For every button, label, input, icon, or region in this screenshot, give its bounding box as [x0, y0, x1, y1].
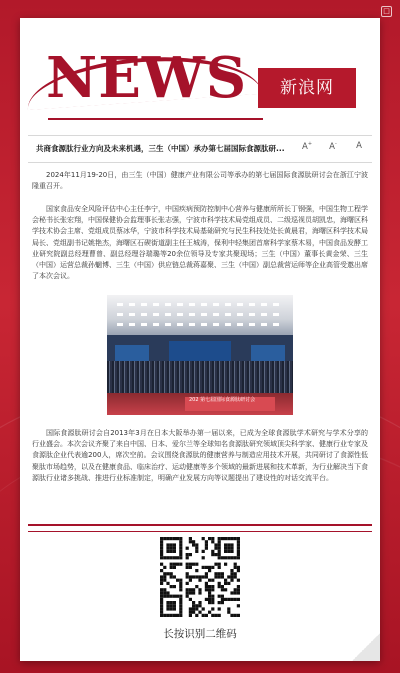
qr-code-icon[interactable] [156, 533, 244, 621]
article-paragraph: 国家食品安全风险评估中心主任李宁，中国疾病预防控制中心营养与健康所所长丁钢强，中国生物工程学会秘书长张宏翔，中国保健协会监理事长张志强，宁波市科学技术局党组成员、二级巡视员胡凯忠，海曙区科学技术协会主席、党组成员蔡冰华，宁波市科学技术局基础研究与民生科技处处长黄晨君，海曙区科学技术局局长、党组副书记姚艳杰，海曙区石碶街道副主任王城涛，保利中轻集团首席科学家蔡木易，中国食品发酵工业研究院副总经理曹曾、副总经理谷瑞璐等20余位领导及专家共聚现场；三生（中国）董事长黄金荣、三生（中国）运营总裁孙魍博、三生（中国）供应链总裁蒋嘉聚、三生（中国）副总裁营运师等企业高管受邀出席了本次会议。 [32, 205, 368, 281]
font-tools [300, 141, 366, 152]
article-paragraph: 2024年11月19-20日，由三生（中国）健康产业有限公司等承办的第七届国际食源肽研讨会在浙江宁波隆重召开。 [32, 171, 368, 191]
qr-caption: 长按识别二维码 [163, 628, 237, 640]
masthead [20, 18, 380, 128]
font-reset-button[interactable]: A [356, 141, 362, 151]
news-logo: NEWS [46, 45, 248, 111]
source-badge: 新浪网 [258, 68, 356, 108]
article-paragraph: 国际食源肽研讨会自2013年3月在日本大阪举办第一届以来，已成为全球食源肽学术研究与学术分享的行业盛会。本次会议齐聚了来自中国、日本、爱尔兰等全球知名食源肽研究领域顶尖科学家、健康行业专家及食源肽企业代表逾200人，席次空前。会议围绕食源肽的健康营养与制造应用技术开展，共同研讨了食源性低聚肽市场趋势，以及在健康食品、临床治疗、运动健康等多个领域的最新进展和技术革新，为行业解决当下食源肽行业诸多挑战、推进行业标准制定，明确产业发展方向等议题提出了建设性的对话交流平台。 [32, 429, 368, 482]
article-headline[interactable]: 共商食源肽行业方向及未来机遇，三生（中国）承办第七届国际食源肽研... [36, 144, 285, 153]
font-small-button[interactable]: A- [329, 141, 337, 152]
conference-photo [107, 295, 293, 415]
font-large-button[interactable]: A+ [301, 141, 313, 152]
headline-bar [28, 135, 372, 163]
stage-banner: 202 第七届国际食源肽研讨会 [185, 397, 275, 411]
divider [28, 524, 372, 526]
divider [28, 531, 372, 532]
news-card [20, 18, 380, 661]
square-icon[interactable]: □ [381, 6, 392, 17]
masthead-rule [48, 118, 263, 120]
